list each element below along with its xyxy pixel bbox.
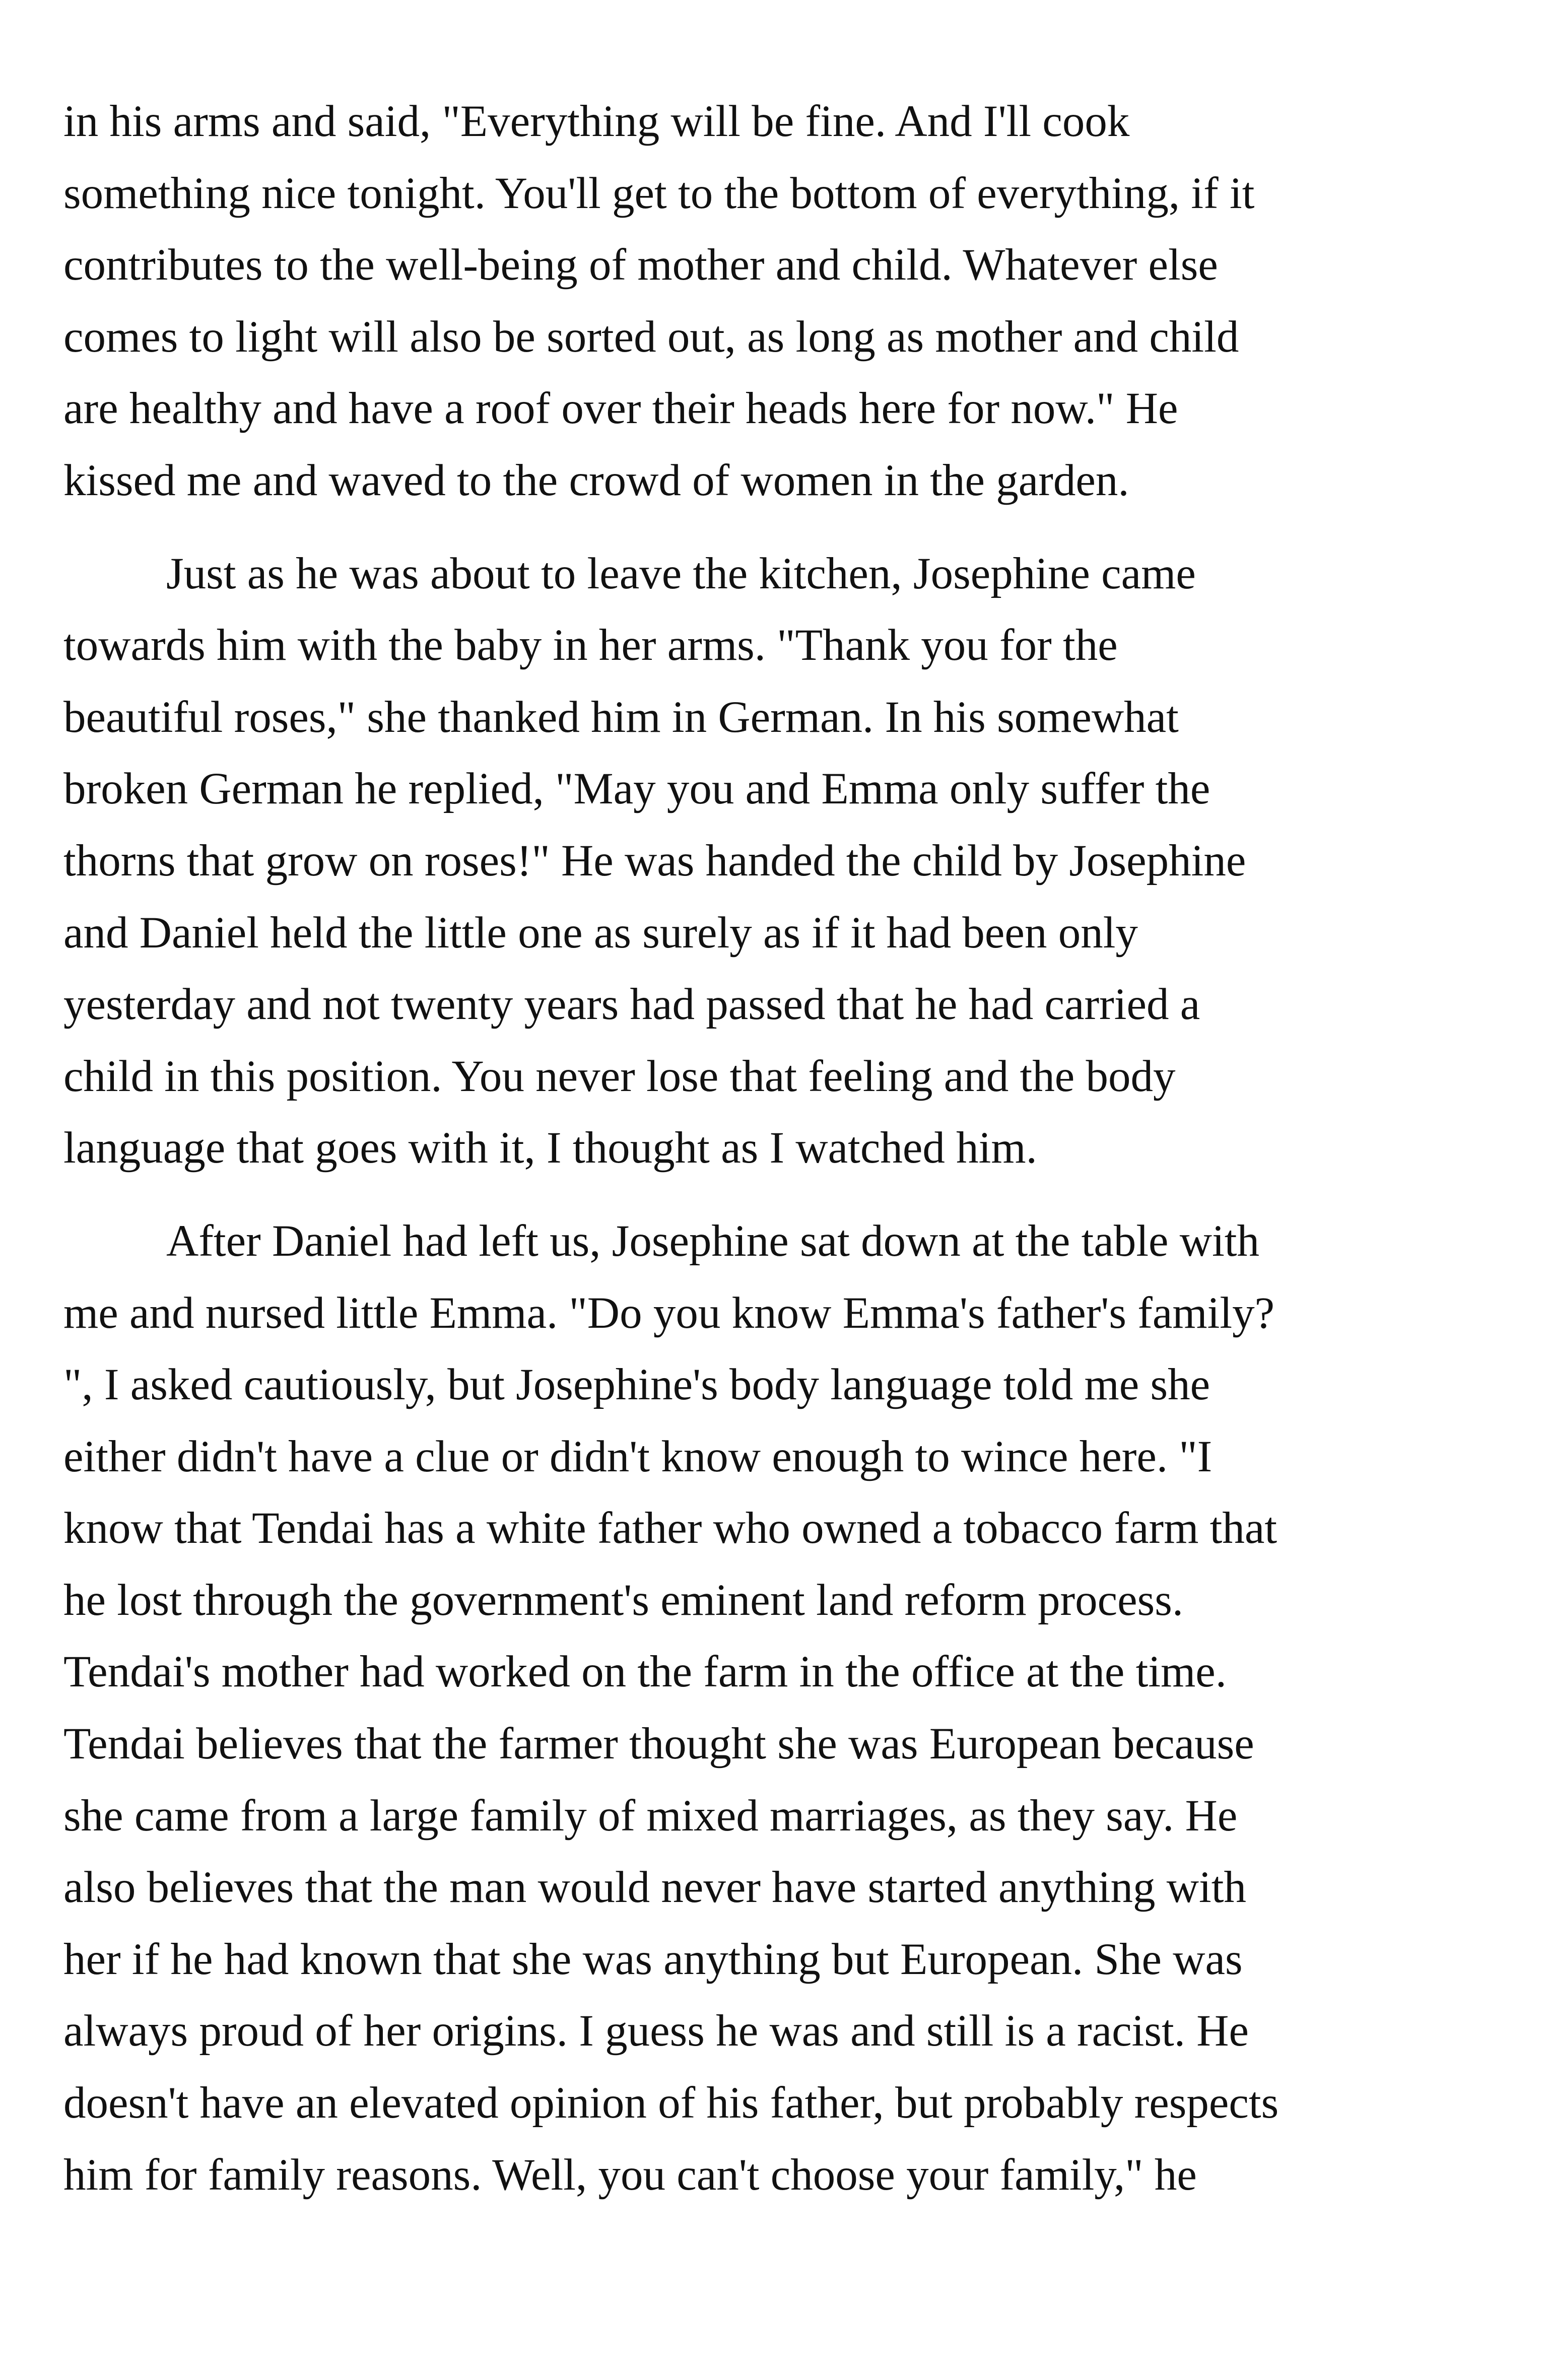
text-line: towards him with the baby in her arms. "Thank you for the [63, 621, 1118, 670]
text-line: kissed me and waved to the crowd of women in the garden. [63, 455, 1129, 505]
text-line: in his arms and said, "Everything will be fine. And I'll cook [63, 97, 1130, 146]
text-line: also believes that the man would never have started anything with [63, 1863, 1246, 1913]
text-line: she came from a large family of mixed marriages, as they say. He [63, 1791, 1238, 1841]
text-line: yesterday and not twenty years had passed that he had carried a [63, 980, 1200, 1030]
body-text [63, 86, 1494, 2211]
text-line: beautiful roses," she thanked him in German. In his somewhat [63, 692, 1179, 742]
text-line: are healthy and have a roof over their heads here for now." He [63, 384, 1178, 434]
text-line: and Daniel held the little one as surely as if it had been only [63, 908, 1138, 958]
text-line: doesn't have an elevated opinion of his father, but probably respects [63, 2078, 1279, 2128]
paragraph-3 [63, 1205, 1494, 2211]
text-line: contributes to the well-being of mother and child. Whatever else [63, 240, 1218, 290]
text-line: language that goes with it, I thought as I watched him. [63, 1123, 1037, 1173]
text-line: him for family reasons. Well, you can't choose your family," he [63, 2150, 1197, 2200]
text-line: either didn't have a clue or didn't know enough to wince here. "I [63, 1432, 1213, 1481]
text-line: Tendai's mother had worked on the farm in the office at the time. [63, 1647, 1227, 1697]
text-line: me and nursed little Emma. "Do you know Emma's father's family? [63, 1288, 1275, 1338]
text-line: broken German he replied, "May you and Emma only suffer the [63, 764, 1210, 814]
text-line: her if he had known that she was anything but European. She was [63, 1934, 1243, 1984]
text-line: ", I asked cautiously, but Josephine's body language told me she [63, 1360, 1210, 1410]
text-line: he lost through the government's eminent land reform process. [63, 1575, 1184, 1625]
text-line: something nice tonight. You'll get to the bottom of everything, if it [63, 168, 1255, 218]
paragraph-1 [63, 86, 1494, 517]
text-line: child in this position. You never lose that feeling and the body [63, 1051, 1176, 1101]
text-line: always proud of her origins. I guess he was and still is a racist. He [63, 2006, 1249, 2056]
text-line: know that Tendai has a white father who owned a tobacco farm that [63, 1504, 1277, 1553]
text-line: After Daniel had left us, Josephine sat down at the table with [166, 1216, 1260, 1266]
paragraph-2 [63, 538, 1494, 1184]
text-line: Just as he was about to leave the kitchen, Josephine came [166, 549, 1196, 598]
text-line: comes to light will also be sorted out, as long as mother and child [63, 312, 1239, 362]
text-line: Tendai believes that the farmer thought she was European because [63, 1719, 1254, 1769]
text-line: thorns that grow on roses!" He was handed the child by Josephine [63, 836, 1246, 886]
